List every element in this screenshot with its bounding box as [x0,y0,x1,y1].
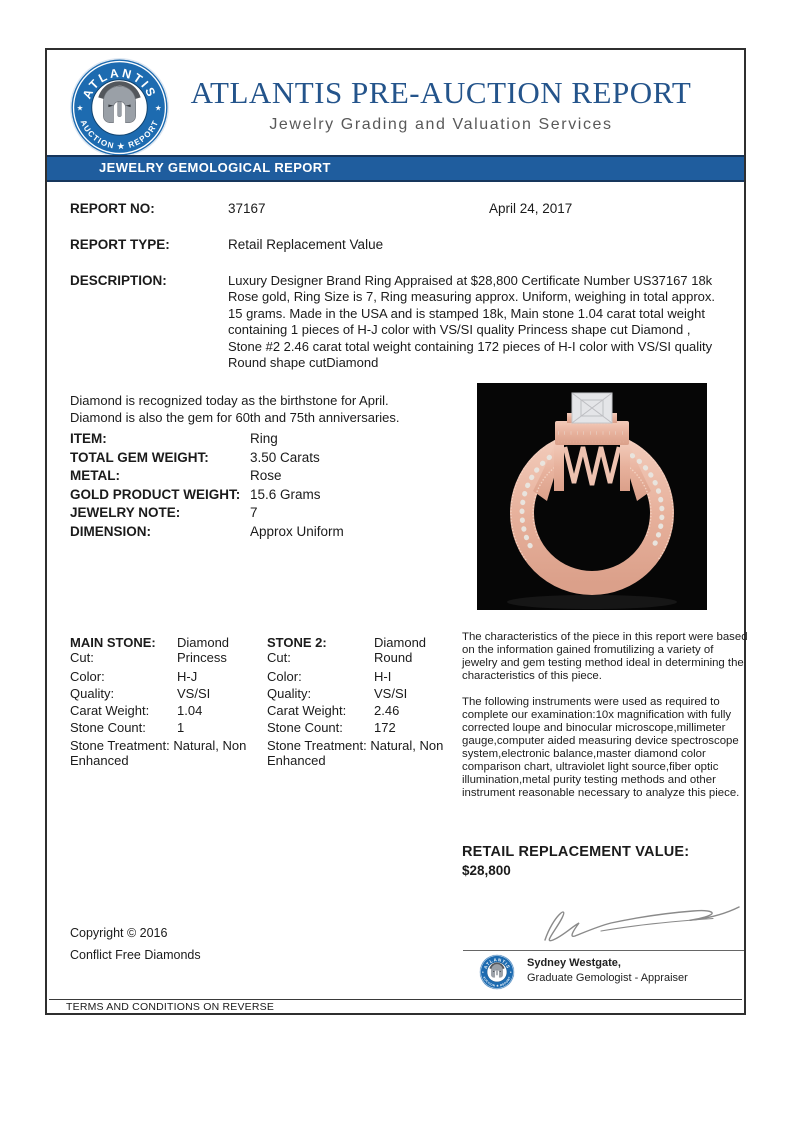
stone-cut-row [70,651,257,665]
spec-row-gold-product-weight [70,487,470,506]
description-text: Luxury Designer Brand Ring Appraised at $28,800 Certificate Number US37167 18k Rose gold, Ring Size is 7, Ring measuring approx. Uniform, weighing in total approx. 15 grams. Made in the USA and is stamped 18k, Main stone 1.04 carat total weight containing 1 pieces of H-J color with VS/SI quality Princess shape cut Diamond , Stone #2 2.46 carat total weight containing 172 pieces of H-I color with VS/SI quality Round shape cutDiamond [228,273,716,371]
stone-title-row [267,636,454,650]
spec-row-total-gem-weight [70,450,470,469]
stone-name-label: MAIN STONE: [70,635,156,650]
stone-carat-label: Carat Weight: [70,702,150,718]
copyright-text: Copyright © 2016 [70,926,168,940]
notes-paragraph-1: The characteristics of the piece in this report were based on the information gained fromutilizing a variety of jewelry and gem testing method ideal in determining the characteristics of this piece. [462,631,748,682]
stone-treatment-label: Stone Treatment: [267,737,367,753]
atlantis-logo-badge [69,57,170,158]
stone-color-row [267,670,454,684]
spec-label: ITEM: [70,431,107,446]
spec-row-dimension [70,524,470,543]
stone-quality-label: Quality: [70,685,115,701]
stone-quality-value: VS/SI [177,685,211,701]
stone-color-label: Color: [267,668,302,684]
spec-value: Approx Uniform [250,523,344,539]
stone-cut-label: Cut: [267,649,291,665]
stone-treatment-row [267,738,454,769]
valuation-label: RETAIL REPLACEMENT VALUE: [462,844,690,860]
stone-count-label: Stone Count: [267,719,343,735]
report-type-label: REPORT TYPE: [70,237,170,252]
stone-quality-row [267,687,454,701]
stone-name-label: STONE 2: [267,635,327,650]
birthstone-line-1: Diamond is recognized today as the birthstone for April. [70,393,389,408]
main-stone-section [70,636,257,769]
ring-photo [477,383,707,610]
report-no-value: 37167 [228,201,266,216]
stone-cut-value: Round [374,649,413,665]
document-frame [45,48,746,1015]
spec-value: 7 [250,505,258,521]
spec-row-jewelry-note [70,505,470,524]
notes-paragraph-2: The following instruments were used as required to complete our examination:10x magnification with fully corrected loupe and binocular microscope,millimeter gauge,computer aided measuring device spectroscope system,electronic balance,master diamond color comparison chart, ultraviolet light source,fiber optic illumination,metal purity testing methods and other instrument reasonable necessary to analyze this piece. [462,696,740,799]
valuation-amount: $28,800 [462,863,511,878]
report-no-label: REPORT NO: [70,201,155,216]
signature-scribble [515,900,747,950]
stone-color-value: H-J [177,668,198,684]
stone-treatment-value: Natural, Non Enhanced [267,737,444,768]
spec-value: 3.50 Carats [250,449,320,465]
terms-divider [49,999,742,1000]
appraiser-identity [527,956,688,985]
stone-carat-value: 2.46 [374,702,400,718]
stone-treatment-label: Stone Treatment: [70,737,170,753]
birthstone-note [70,393,400,426]
report-title: ATLANTIS PRE-AUCTION REPORT [190,75,692,110]
stone-color-value: H-I [374,668,392,684]
stone-count-value: 172 [374,719,396,735]
stone-count-label: Stone Count: [70,719,146,735]
stone-treatment-value: Natural, Non Enhanced [70,737,247,768]
stone-color-label: Color: [70,668,105,684]
stone-carat-row [70,704,257,718]
appraiser-title: Graduate Gemologist - Appraiser [527,971,688,984]
signature-line [463,950,744,951]
stone-cut-value: Princess [177,649,227,665]
ring-halo-bezel [555,421,629,445]
appraiser-badge-icon [479,954,515,990]
stone-quality-row [70,687,257,701]
spec-label: DIMENSION: [70,523,151,539]
stone-quality-value: VS/SI [374,685,408,701]
spec-row-item [70,431,470,450]
birthstone-line-2: Diamond is also the gem for 60th and 75th anniversaries. [70,409,400,425]
stone-type: Diamond [177,635,230,650]
stone-count-value: 1 [177,719,185,735]
report-type-value: Retail Replacement Value [228,237,384,252]
stone-cut-label: Cut: [70,649,94,665]
spec-label: METAL: [70,468,120,484]
report-date: April 24, 2017 [489,201,573,216]
stone-count-row [70,721,257,735]
section-bar-label: JEWELRY GEMOLOGICAL REPORT [99,160,331,175]
section-bar [47,155,744,182]
appraiser-name: Sydney Westgate, [527,957,621,969]
stone-type: Diamond [374,635,427,650]
description-label: DESCRIPTION: [70,273,167,288]
valuation-block [462,844,689,878]
stone-carat-value: 1.04 [177,702,203,718]
spec-value: Rose [250,468,282,484]
conflict-free-text: Conflict Free Diamonds [70,948,201,962]
spec-label: JEWELRY NOTE: [70,505,181,521]
spec-value: Ring [250,431,278,446]
methodology-notes [462,631,748,813]
stone-cut-row [267,651,454,665]
spec-value: 15.6 Grams [250,486,321,502]
report-subtitle: Jewelry Grading and Valuation Services [269,116,613,133]
item-spec-list [70,431,470,543]
stone-2-section [267,636,454,769]
spec-label: GOLD PRODUCT WEIGHT: [70,486,241,502]
stone-carat-row [267,704,454,718]
stone-count-row [267,721,454,735]
header-text [165,75,717,134]
stone-color-row [70,670,257,684]
stone-quality-label: Quality: [267,685,312,701]
spec-label: TOTAL GEM WEIGHT: [70,449,209,465]
terms-text: TERMS AND CONDITIONS ON REVERSE [66,1001,275,1013]
stone-carat-label: Carat Weight: [267,702,347,718]
spec-row-metal [70,468,470,487]
stone-title-row [70,636,257,650]
stone-treatment-row [70,738,257,769]
